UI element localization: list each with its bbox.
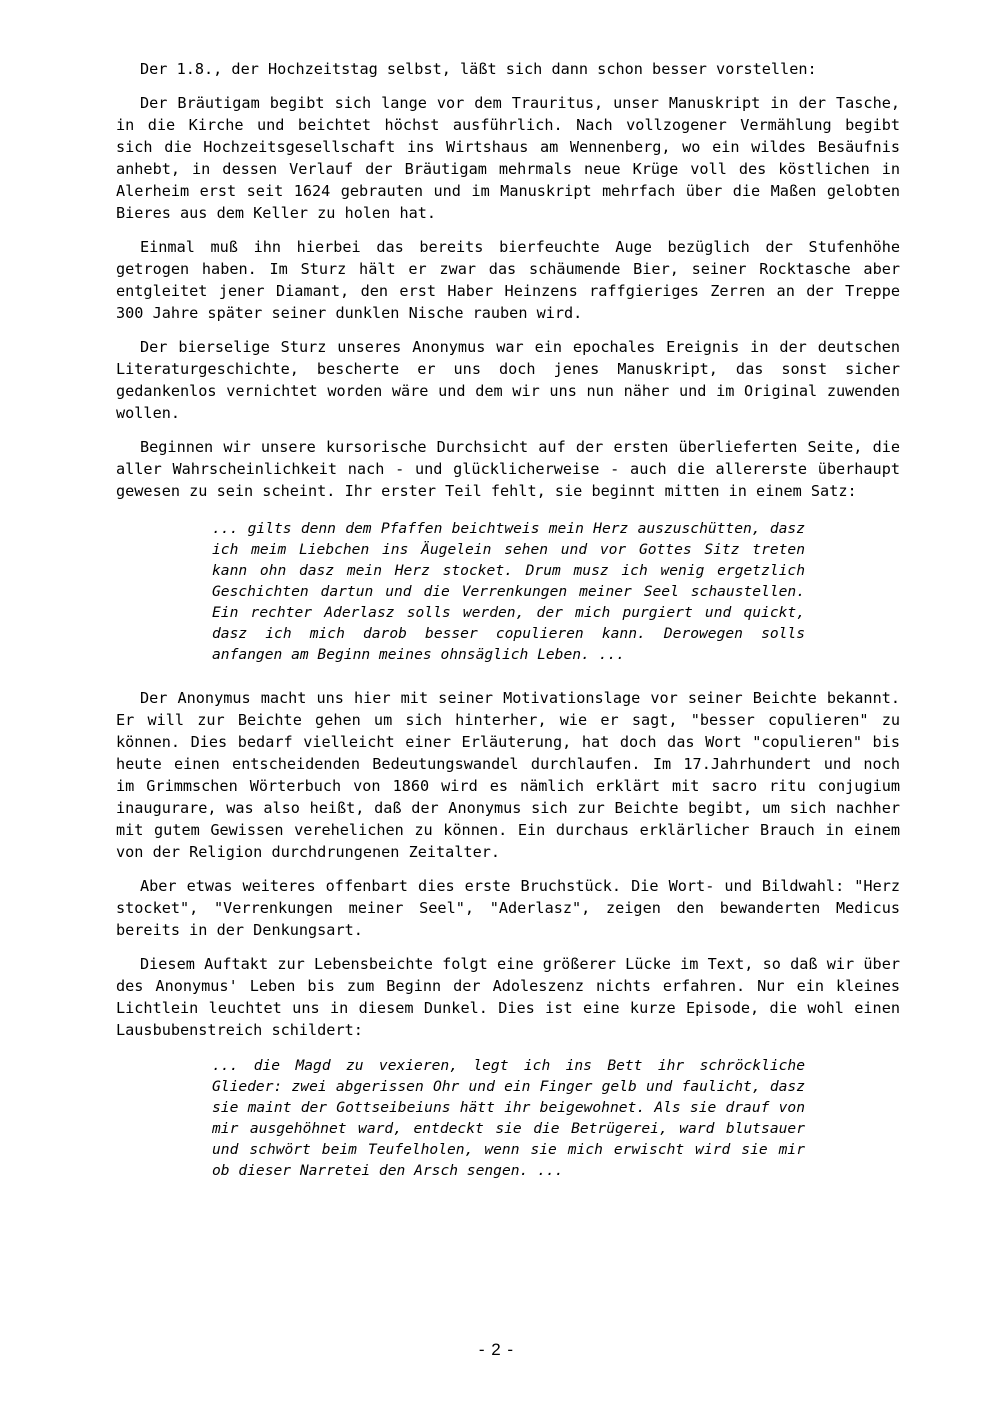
blockquote-manuscript-excerpt-two: ... die Magd zu vexieren, legt ich ins Bett ihr schröckliche Glieder: zwei abgerissen Ohr und ein Finger gelb und faulicht, dasz sie maint der Gottseibeiuns hätt ihr beigewohnet. Als sie drauf von mir ausgehöhnet ward, entdeckt sie die Betrügerei, ward blutsauer und schwört beim Teufelholen, wenn sie mich erwischt wird sie mir ob dieser Narretei den Arsch sengen. ... (212, 1057, 805, 1179)
page-body-text (116, 58, 900, 1181)
paragraph-gap-in-text: Diesem Auftakt zur Lebensbeichte folgt eine größerer Lücke im Text, so daß wir über des Anonymus' Leben bis zum Beginn der Adoleszenz nichts erfahren. Nur ein kleines Lichtlein leuchtet uns in diesem Dunkel. Dies ist eine kurze Episode, die wohl einen Lausbubenstreich schildert: (116, 955, 900, 1039)
paragraph-bridegroom-confession: Der Bräutigam begibt sich lange vor dem Trauritus, unser Manuskript in der Tasche, in die Kirche und beichtet höchst ausführlich. Nach vollzogener Vermählung begibt sich die Hochzeitsgesellschaft ins Wirtshaus am Wennenberg, wo ein wildes Besäufnis anhebt, in dessen Verlauf der Bräutigam mehrmals neue Krüge voll des köstlichen in Alerheim erst seit 1624 gebrauten und im Manuskript mehrfach über die Maßen gelobten Bieres aus dem Keller zu holen hat. (116, 94, 900, 222)
paragraph-first-surviving-page: Beginnen wir unsere kursorische Durchsicht auf der ersten überlieferten Seite, die aller Wahrscheinlichkeit nach - und glücklicherweise - auch die allererste überhaupt gewesen zu sein scheint. Ihr erster Teil fehlt, sie beginnt mitten in einem Satz: (116, 438, 900, 500)
paragraph-copulieren-explanation: Der Anonymus macht uns hier mit seiner Motivationslage vor seiner Beichte bekannt. Er will zur Beichte gehen um sich hinterher, wie er sagt, "besser copulieren" zu können. Dies bedarf vielleicht einer Erläuterung, hat doch das Wort "copulieren" bis heute einen entscheidenden Bedeutungswandel durchlaufen. Im 17.Jahrhundert und noch im Grimmschen Wörterbuch von 1860 wird es nämlich erklärt mit sacro ritu conjugium inaugurare, was also heißt, daß der Anonymus sich zur Beichte begibt, um sich nachher mit gutem Gewissen verehelichen zu können. Ein durchaus erklärlicher Brauch in einem von der Religion durchdrungenen Zeitalter. (116, 689, 900, 861)
paragraph-word-and-image-choice: Aber etwas weiteres offenbart dies erste Bruchstück. Die Wort- und Bildwahl: "Herz stocket", "Verrenkungen meiner Seel", "Aderlasz", zeigen den bewanderten Medicus bereits in der Denkungsart. (116, 877, 900, 939)
page-number: - 2 - (478, 1340, 515, 1359)
blockquote-manuscript-excerpt-one: ... gilts denn dem Pfaffen beichtweis mein Herz auszuschütten, dasz ich meim Liebchen ins Äugelein sehen und vor Gottes Sitz treten kann ohn dasz mein Herz stocket. Drum musz ich wenig ergetzlich Geschichten dartun und die Verrenkungen meiner Seel schaustellen. Ein rechter Aderlasz solls werden, der mich purgiert und quickt, dasz ich mich darob besser copulieren kann. Derowegen solls anfangen am Beginn meines ohnsäglich Leben. ... (212, 520, 805, 663)
paragraph-stairs-fall-diamond: Einmal muß ihn hierbei das bereits bierfeuchte Auge bezüglich der Stufenhöhe getrogen haben. Im Sturz hält er zwar das schäumende Bier, seiner Rocktasche aber entgleitet jener Diamant, den erst Haber Heinzens raffgieriges Zerren an der Treppe 300 Jahre später seiner dunklen Nische rauben wird. (116, 238, 900, 322)
paragraph-epochal-event: Der bierselige Sturz unseres Anonymus war ein epochales Ereignis in der deutschen Literaturgeschichte, bescherte er uns doch jenes Manuskript, das sonst sicher gedankenlos vernichtet worden wäre und dem wir uns nun näher und im Original zuwenden wollen. (116, 338, 900, 422)
paragraph-intro-wedding-day: Der 1.8., der Hochzeitstag selbst, läßt sich dann schon besser vorstellen: (140, 60, 817, 78)
